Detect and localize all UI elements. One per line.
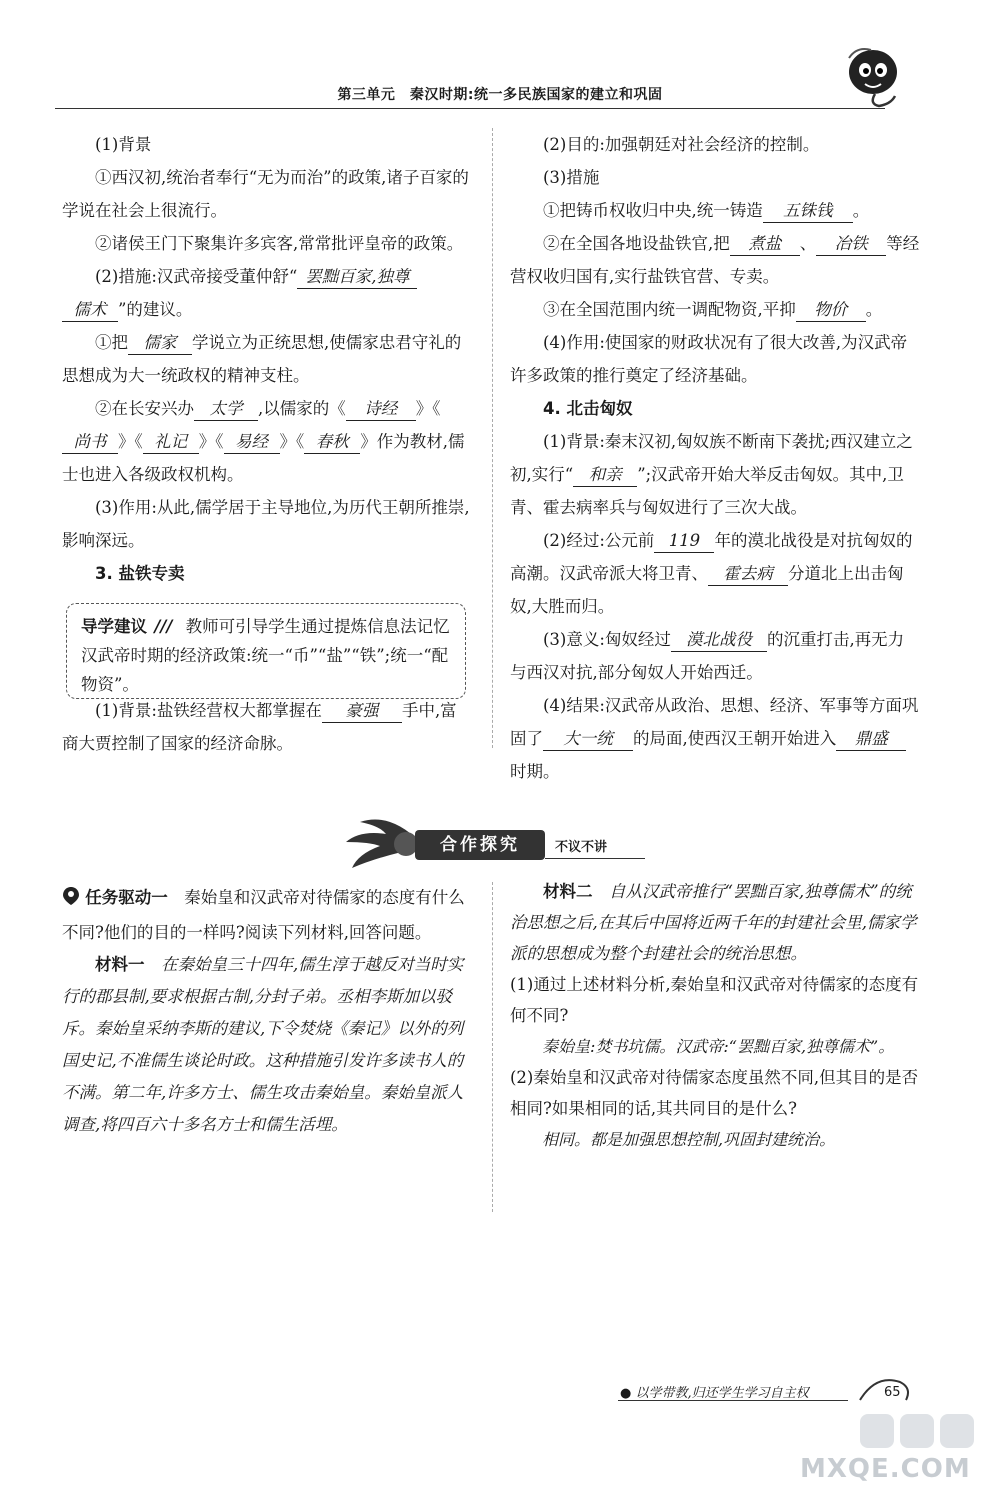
aim-paragraph: (2)目的:加强朝廷对社会经济的控制。: [543, 135, 820, 154]
xiongnu-background: [510, 425, 920, 524]
measure-text: 等经营权收归国有,实行盐铁官营、专卖。: [510, 234, 920, 286]
watermark-text: MXQE.COM: [800, 1454, 971, 1484]
answer-blank: 霍去病: [708, 563, 788, 586]
measure-text: 》作为教材,儒士也进入各级政权机构。: [62, 432, 465, 484]
footer-slogan: ● 以学带教,归还学生学习自主权: [620, 1386, 809, 1401]
answer-blank: 煮盐: [730, 233, 800, 256]
answer-blank: 礼记: [143, 431, 199, 454]
background-text: (1)背景:盐铁经营权大都掌握在: [95, 701, 322, 720]
measure-point-1: [62, 326, 472, 392]
banner-subtitle: 不议不讲: [555, 840, 608, 855]
background-heading: (1)背景: [95, 135, 152, 154]
xiongnu-text: 年的漠北战役是对抗匈奴的高潮。汉武帝派大将卫青、: [510, 531, 913, 583]
right-column: [510, 128, 920, 788]
task-question-text: 秦始皇和汉武帝对待儒家的态度有什么不同?他们的目的一样吗?阅读下列材料,回答问题。: [62, 888, 465, 942]
measure-text: ①把铸币权收归中央,统一铸造: [543, 201, 763, 220]
xiongnu-result: [510, 689, 920, 788]
salt-iron-background: [62, 694, 472, 760]
material-1: [62, 949, 477, 1141]
measure-text: ,以儒家的《: [258, 399, 346, 418]
column-divider: [492, 128, 493, 748]
answer-blank: 物价: [796, 299, 866, 322]
answer-blank: 诗经: [346, 398, 416, 421]
xiongnu-text: (3)意义:匈奴经过: [543, 630, 671, 649]
answer-blank: 太学: [194, 398, 258, 421]
banner-rule: [545, 858, 645, 859]
measure-text: 学说立为正统思想,使儒家忠君守礼的思想成为大一统政权的精神支柱。: [62, 333, 462, 385]
task-question: [62, 882, 477, 949]
answer-1: 秦始皇:焚书坑儒。汉武帝:“罢黜百家,独尊儒术”。: [542, 1037, 895, 1056]
footer-rule: [618, 1400, 848, 1401]
answer-blank: 大一统: [543, 728, 633, 751]
salt-iron-effect: (4)作用:使国家的财政状况有了很大改善,为汉武帝许多政策的推行奠定了经济基础。: [510, 333, 908, 385]
footer-slogan-text: 以学带教,归还学生学习自主权: [635, 1386, 809, 1401]
question-1: (1)通过上述材料分析,秦始皇和汉武帝对待儒家的态度有何不同?: [510, 975, 919, 1025]
material-2: [510, 876, 925, 969]
background-text: 手中,富商大贾控制了国家的经济命脉。: [62, 701, 457, 753]
measure-text: ③在全国范围内统一调配物资,平抑: [543, 300, 796, 319]
material-2-text: 自从汉武帝推行“罢黜百家,独尊儒术”的统治思想之后,在其后中国将近两千年的封建社会里,儒家学派的思想成为整个封建社会的统治思想。: [510, 882, 917, 963]
price-measure: ③在全国范围内统一调配物资,平抑 物价 。: [510, 293, 920, 326]
coin-measure: ①把铸币权收归中央,统一铸造 五铢钱 。: [510, 194, 920, 227]
task-column-right: [510, 876, 925, 1155]
measures-paragraph: [62, 260, 472, 326]
answer-blank: 儒家: [128, 332, 192, 355]
page-header-title: 第三单元 秦汉时期:统一多民族国家的建立和巩固: [337, 87, 663, 103]
left-column: [62, 128, 472, 590]
header-rule: [55, 108, 885, 109]
task-column-left: [62, 882, 477, 1141]
xiongnu-significance: [510, 623, 920, 689]
measures-text: (2)措施:汉武帝接受董仲舒“: [95, 267, 298, 286]
answer-blank: 儒术: [62, 299, 118, 322]
measure-text: ①把: [95, 333, 128, 352]
answer-blank: 五铢钱: [763, 200, 853, 223]
xiongnu-text: (4)结果:汉武帝从政治、思想、经济、军事等方面巩固了: [510, 696, 919, 748]
material-2-label: 材料二: [543, 882, 593, 901]
tip-text: 教师可引导学生通过提炼信息法记忆汉武帝时期的经济政策:统一“币”“盐”“铁”;统一“配物资”。: [81, 617, 450, 694]
watermark: [800, 1410, 995, 1490]
xiongnu-text: (2)经过:公元前: [543, 531, 655, 550]
location-pin-icon: [62, 885, 80, 917]
answer-blank: 119: [654, 530, 714, 553]
answer-blank: 罢黜百家,独尊: [297, 266, 417, 289]
xiongnu-text: 时期。: [510, 762, 560, 781]
answer-2: 相同。都是加强思想控制,巩固封建统治。: [542, 1130, 836, 1149]
banner-title: 合作探究: [415, 830, 545, 860]
xiongnu-process: [510, 524, 920, 623]
tip-slash-icon: ///: [154, 617, 173, 636]
measures-text: ”的建议。: [118, 300, 193, 319]
mascot-icon: [835, 40, 915, 110]
answer-blank: 豪强: [322, 700, 402, 723]
task-label: 任务驱动一: [85, 888, 168, 907]
material-1-text: 在秦始皇三十四年,儒生淳于越反对当时实行的郡县制,要求根据古制,分封子弟。丞相李斯加以驳斥。秦始皇采纳李斯的建议,下令焚烧《秦记》以外的列国史记,不准儒生谈论时政。这种措施引发许多读书人的不满。第二年,许多方士、儒生攻击秦始皇。秦始皇派人调查,将四百六十多名方士和儒生活埋。: [62, 955, 464, 1134]
xiongnu-text: 的沉重打击,再无力与西汉对抗,部分匈奴人开始西迁。: [510, 630, 905, 682]
answer-blank: 鼎盛: [836, 728, 906, 751]
xiongnu-text: 分道北上出击匈奴,大胜而归。: [510, 564, 904, 616]
answer-blank: 冶铁: [816, 233, 886, 256]
material-1-label: 材料一: [95, 955, 145, 974]
background-point-1: ①西汉初,统治者奉行“无为而治”的政策,诸子百家的学说在社会上很流行。: [62, 168, 469, 220]
watermark-logo-icon: [800, 1410, 990, 1454]
effect-paragraph: (3)作用:从此,儒学居于主导地位,为历代王朝所推崇,影响深远。: [62, 498, 470, 550]
section-heading-salt-iron: 3. 盐铁专卖: [95, 564, 185, 583]
xiongnu-text: ”;汉武帝开始大举反击匈奴。其中,卫青、霍去病率兵与匈奴进行了三次大战。: [510, 465, 904, 517]
answer-blank: 漠北战役: [671, 629, 767, 652]
column-divider: [492, 882, 493, 1212]
answer-blank: 易经: [224, 431, 280, 454]
measure-text: ②在全国各地设盐铁官,把: [543, 234, 730, 253]
xiongnu-text: 的局面,使西汉王朝开始进入: [633, 729, 837, 748]
xiongnu-text: (1)背景:秦末汉初,匈奴族不断南下袭扰;西汉建立之初,实行“: [510, 432, 913, 484]
study-tip-box: [66, 603, 466, 699]
salt-iron-measure: ②在全国各地设盐铁官,把 煮盐 、 冶铁 等经营权收归国有,实行盐铁官营、专卖。: [510, 234, 920, 286]
measures-heading: (3)措施: [543, 168, 600, 187]
background-point-2: ②诸侯王门下聚集许多宾客,常常批评皇帝的政策。: [95, 234, 464, 253]
question-2: (2)秦始皇和汉武帝对待儒家态度虽然不同,但其目的是否相同?如果相同的话,其共同目的是什么?: [510, 1068, 919, 1118]
tip-label: 导学建议: [81, 617, 147, 636]
section-banner: [330, 812, 670, 872]
answer-blank: 和亲: [573, 464, 637, 487]
left-column-lower: [62, 694, 472, 760]
answer-blank: 春秋: [304, 431, 360, 454]
page-number: 65: [884, 1385, 901, 1400]
section-heading-xiongnu: 4. 北击匈奴: [543, 399, 633, 418]
measure-text: ②在长安兴办: [95, 399, 194, 418]
answer-blank: 尚书: [62, 431, 118, 454]
measure-point-2: ②在长安兴办 太学 ,以儒家的《 诗经 》《尚书 》《 礼记 》《 易经 》《 春秋 》作为教材,儒士也进入各级政权机构。: [62, 399, 465, 484]
